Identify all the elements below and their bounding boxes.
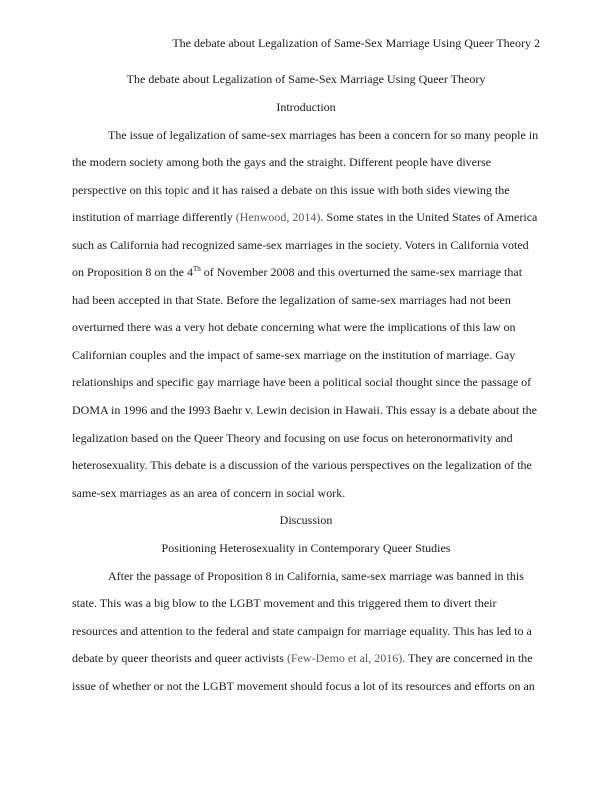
- intro-line-3: perspective on this topic and it has raised a debate on this issue with both sides viewing the: [72, 183, 510, 197]
- introduction-heading: Introduction: [276, 100, 336, 114]
- intro-line-2: the modern society among both the gays and the straight. Different people have diverse: [72, 155, 491, 169]
- intro-line-6-text: on Proposition 8 on the 4: [72, 265, 194, 279]
- running-head: The debate about Legalization of Same-Sex Marriage Using Queer Theory 2: [172, 36, 540, 50]
- intro-line-7: had been accepted in that State. Before the legalization of same-sex marriages had not been: [72, 293, 511, 307]
- discussion-line-1: After the passage of Proposition 8 in California, same-sex marriage was banned in this: [108, 569, 524, 583]
- intro-line-6: [72, 265, 522, 280]
- discussion-line-4-text: debate by queer theorists and queer activists: [72, 651, 284, 665]
- intro-line-4: [72, 210, 537, 225]
- intro-line-13: heterosexuality. This debate is a discussion of the various perspectives on the legalization of the: [72, 458, 532, 472]
- discussion-line-2: state. This was a big blow to the LGBT movement and this triggered them to divert their: [72, 596, 497, 610]
- paper-title: The debate about Legalization of Same-Sex Marriage Using Queer Theory: [126, 72, 486, 86]
- discussion-line-4-tail: . They are concerned in the: [402, 651, 533, 665]
- discussion-line-3: resources and attention to the federal and state campaign for marriage equality. This has led to a: [72, 624, 532, 638]
- intro-line-11: DOMA in 1996 and the I993 Baehr v. Lewin decision in Hawaii. This essay is a debate about the: [72, 403, 537, 417]
- intro-line-4-text: institution of marriage differently: [72, 210, 233, 224]
- discussion-heading: Discussion: [279, 513, 333, 527]
- intro-line-1: The issue of legalization of same-sex marriages has been a concern for so many people in: [108, 128, 539, 142]
- citation-few-demo: (Few-Demo et al, 2016): [286, 651, 403, 665]
- discussion-line-5: issue of whether or not the LGBT movement should focus a lot of its resources and efforts on an: [72, 679, 535, 693]
- intro-line-5: such as California had recognized same-sex marriages in the society. Voters in California voted: [72, 238, 529, 252]
- intro-line-10: relationships and specific gay marriage have been a political social thought since the passage of: [72, 375, 532, 389]
- intro-line-8: overturned there was a very hot debate concerning what were the implications of this law on: [72, 320, 516, 334]
- discussion-subheading: Positioning Heterosexuality in Contemporary Queer Studies: [161, 541, 451, 555]
- intro-line-4-tail: . Some states in the United States of America: [320, 210, 538, 224]
- intro-line-14: same-sex marriages as an area of concern in social work.: [72, 486, 346, 500]
- citation-henwood: (Henwood, 2014): [235, 210, 321, 224]
- discussion-line-4: [72, 651, 533, 666]
- intro-line-9: Californian couples and the impact of same-sex marriage on the institution of marriage. Gay: [72, 348, 516, 362]
- ordinal-superscript: Th: [193, 265, 201, 273]
- intro-line-12: legalization based on the Queer Theory and focusing on use focus on heteronormativity and: [72, 431, 513, 445]
- intro-line-6-tail: of November 2008 and this overturned the same-sex marriage that: [200, 265, 523, 279]
